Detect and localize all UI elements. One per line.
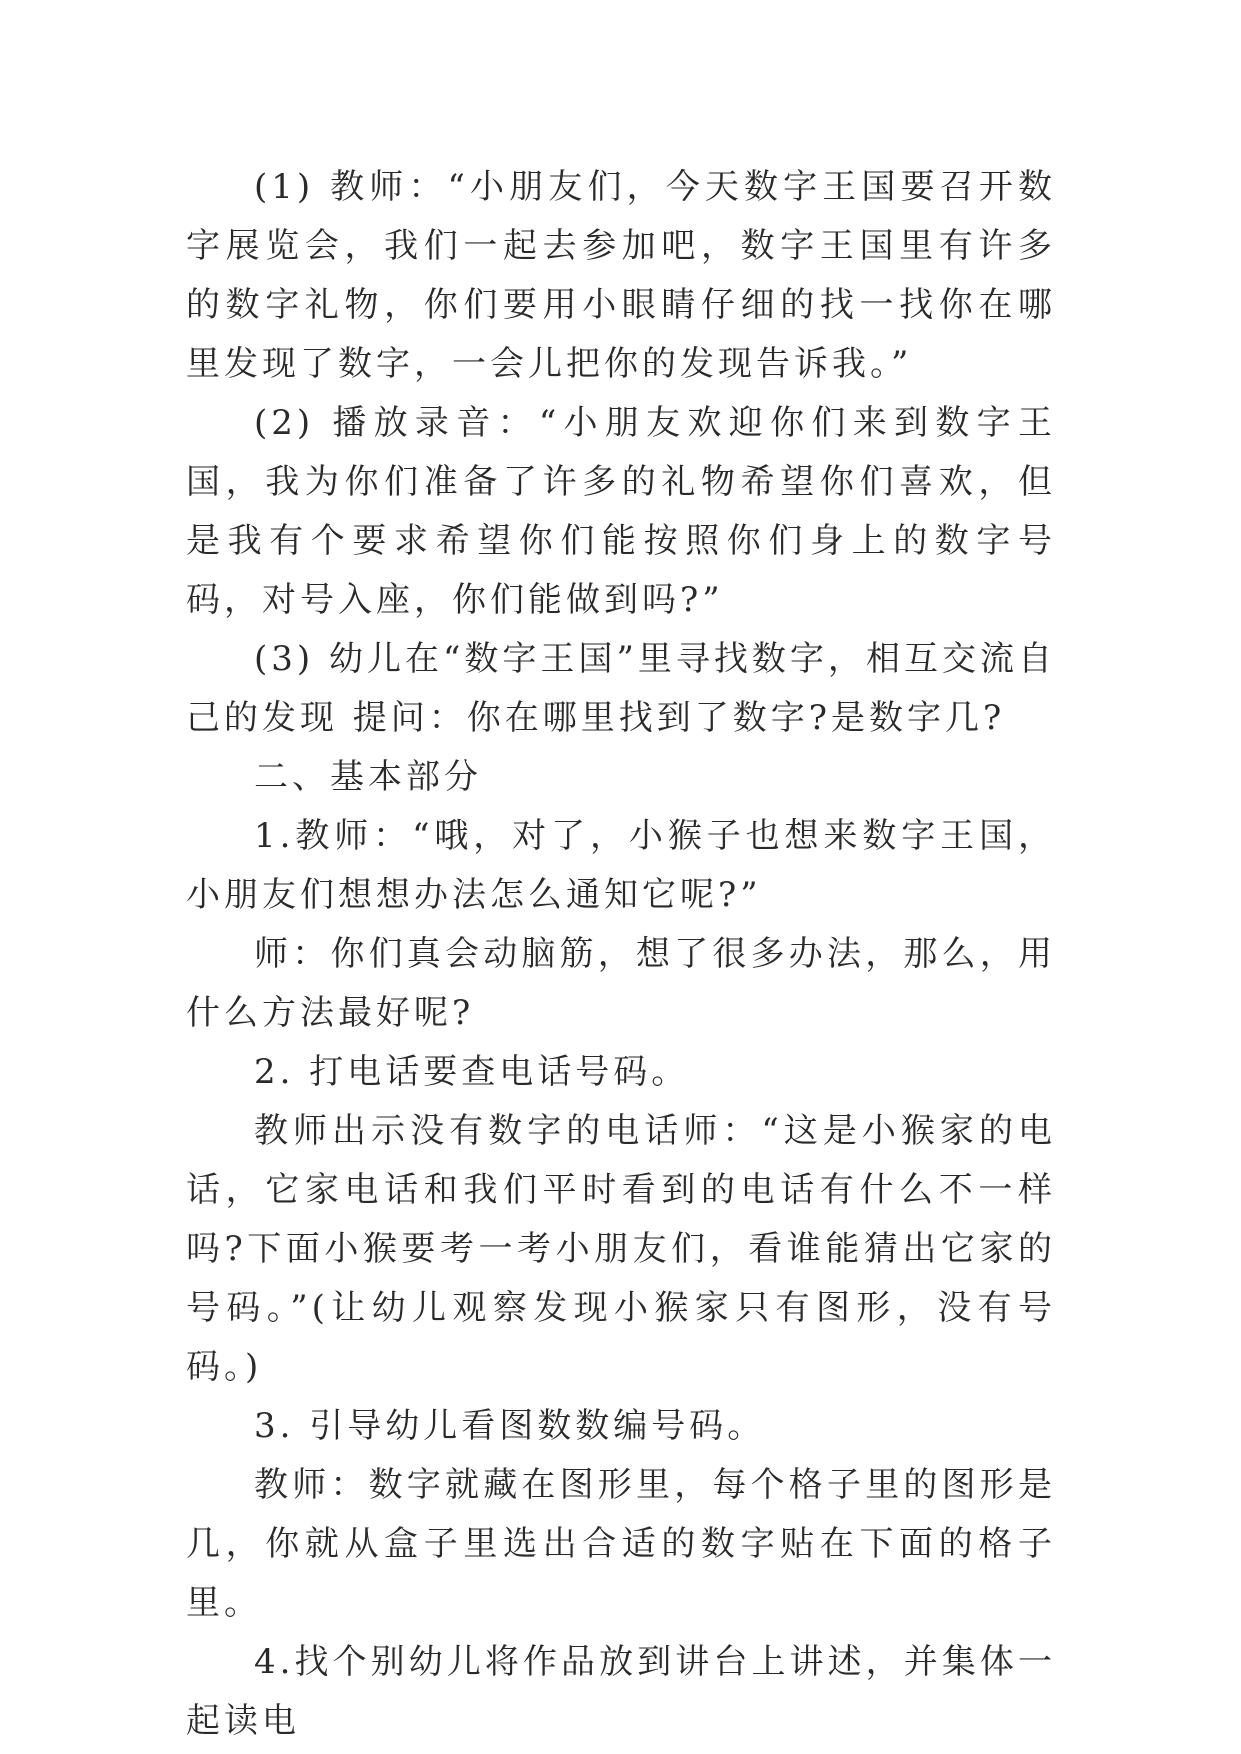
paragraph-step-1: 1.教师：“哦，对了，小猴子也想来数字王国，小朋友们想想办法怎么通知它呢?” <box>186 816 1056 915</box>
paragraph-step-4: 4.找个别幼儿将作品放到讲台上讲述，并集体一起读电 <box>186 1642 1056 1741</box>
paragraph-teacher-instruction: 教师：数字就藏在图形里，每个格子里的图形是几，你就从盒子里选出合适的数字贴在下面的格子里。 <box>186 1465 1056 1623</box>
paragraph-teacher-remark: 师：你们真会动脑筋，想了很多办法，那么，用什么方法最好呢? <box>186 934 1056 1033</box>
paragraph-activity-2: (2) 播放录音：“小朋友欢迎你们来到数字王国，我为你们准备了许多的礼物希望你们喜欢，但是我有个要求希望你们能按照你们身上的数字号码，对号入座，你们能做到吗?” <box>186 403 1056 620</box>
paragraph-telephone-demo: 教师出示没有数字的电话师：“这是小猴家的电话，它家电话和我们平时看到的电话有什么不一样吗?下面小猴要考一考小朋友们，看谁能猜出它家的号码。”(让幼儿观察发现小猴家只有图形，没有号码。) <box>186 1111 1056 1387</box>
paragraph-activity-3: (3) 幼儿在“数字王国”里寻找数字，相互交流自己的发现 提问：你在哪里找到了数字?是数字几? <box>186 639 1056 738</box>
paragraph-activity-1: (1) 教师：“小朋友们，今天数字王国要召开数字展览会，我们一起去参加吧，数字王国里有许多的数字礼物，你们要用小眼睛仔细的找一找你在哪里发现了数字，一会儿把你的发现告诉我。” <box>186 167 1056 384</box>
document-body <box>186 158 1056 1751</box>
section-heading-basic: 二、基本部分 <box>254 757 482 797</box>
paragraph-step-3: 3. 引导幼儿看图数数编号码。 <box>254 1406 766 1446</box>
paragraph-step-2: 2. 打电话要查电话号码。 <box>254 1052 690 1092</box>
